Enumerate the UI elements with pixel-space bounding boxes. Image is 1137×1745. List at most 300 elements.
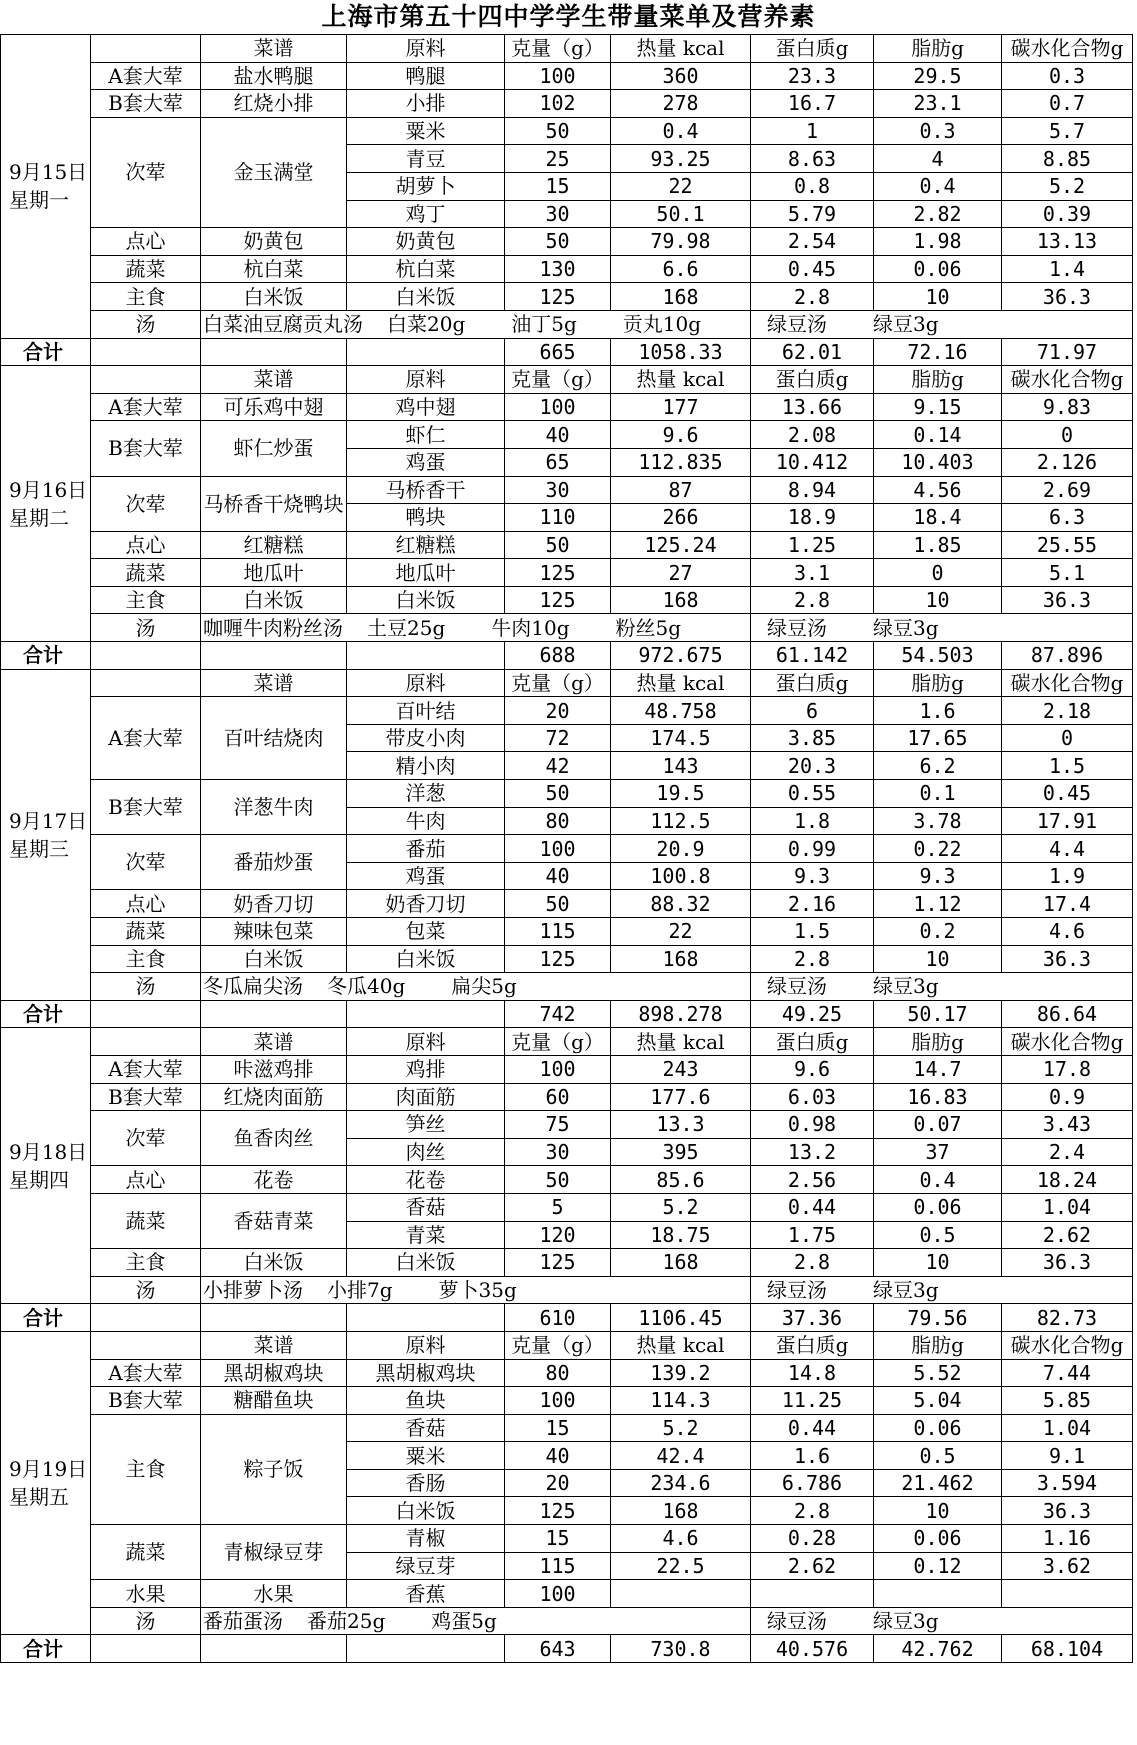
protein-cell bbox=[751, 1580, 874, 1608]
carb-cell: 7.44 bbox=[1002, 1359, 1133, 1387]
ingredient-row bbox=[1, 697, 1133, 725]
energy-cell: 0.4 bbox=[611, 117, 751, 145]
carb-cell: 36.3 bbox=[1002, 586, 1133, 614]
protein-cell: 0.44 bbox=[751, 1193, 874, 1221]
carb-cell: 5.7 bbox=[1002, 117, 1133, 145]
total-empty bbox=[347, 338, 505, 366]
total-label: 合计 bbox=[1, 1304, 91, 1332]
energy-cell: 360 bbox=[611, 62, 751, 90]
header-fat: 脂肪g bbox=[874, 1028, 1002, 1056]
ingredient-row bbox=[1, 1359, 1133, 1387]
ingredient-cell: 带皮小肉 bbox=[347, 724, 505, 752]
fat-cell: 5.04 bbox=[874, 1387, 1002, 1415]
day-date: 9月18日 bbox=[9, 1139, 88, 1164]
carb-cell: 0.9 bbox=[1002, 1083, 1133, 1111]
protein-cell: 5.79 bbox=[751, 200, 874, 228]
ingredient-cell: 香菇 bbox=[347, 1193, 505, 1221]
ingredient-row bbox=[1, 1111, 1133, 1139]
carb-cell: 36.3 bbox=[1002, 945, 1133, 973]
weight-cell: 65 bbox=[505, 448, 611, 476]
energy-cell: 27 bbox=[611, 559, 751, 587]
ingredient-cell: 马桥香干 bbox=[347, 476, 505, 504]
category-cell: B套大荤 bbox=[91, 1387, 201, 1415]
total-value: 50.17 bbox=[874, 1000, 1002, 1028]
energy-cell: 177.6 bbox=[611, 1083, 751, 1111]
ingredient-row bbox=[1, 1249, 1133, 1277]
dish-cell: 红烧肉面筋 bbox=[201, 1083, 347, 1111]
header-protein: 蛋白质g bbox=[751, 1331, 874, 1359]
weight-cell: 40 bbox=[505, 421, 611, 449]
protein-cell: 18.9 bbox=[751, 504, 874, 532]
dish-cell: 奶香刀切 bbox=[201, 890, 347, 918]
header-carb: 碳水化合物g bbox=[1002, 1028, 1133, 1056]
ingredient-cell: 虾仁 bbox=[347, 421, 505, 449]
day-date: 9月15日 bbox=[9, 160, 88, 185]
total-value: 40.576 bbox=[751, 1635, 874, 1663]
protein-cell: 13.66 bbox=[751, 393, 874, 421]
ingredient-cell: 青椒 bbox=[347, 1525, 505, 1553]
soup-detail bbox=[201, 1276, 751, 1304]
energy-cell: 88.32 bbox=[611, 890, 751, 918]
total-value: 643 bbox=[505, 1635, 611, 1663]
energy-cell: 48.758 bbox=[611, 697, 751, 725]
weight-cell: 20 bbox=[505, 697, 611, 725]
carb-cell: 1.4 bbox=[1002, 255, 1133, 283]
drink-detail bbox=[751, 973, 1133, 1001]
weight-cell: 125 bbox=[505, 1497, 611, 1525]
weight-cell: 130 bbox=[505, 255, 611, 283]
energy-cell: 168 bbox=[611, 586, 751, 614]
carb-cell: 36.3 bbox=[1002, 283, 1133, 311]
energy-cell: 18.75 bbox=[611, 1221, 751, 1249]
carb-cell: 0.39 bbox=[1002, 200, 1133, 228]
soup-ingredient: 扁尖5g bbox=[451, 974, 517, 999]
day-header-row bbox=[1, 1028, 1133, 1056]
menu-table bbox=[0, 34, 1132, 1663]
carb-cell: 9.1 bbox=[1002, 1442, 1133, 1470]
protein-cell: 2.8 bbox=[751, 945, 874, 973]
total-value: 688 bbox=[505, 642, 611, 670]
weight-cell: 100 bbox=[505, 393, 611, 421]
carb-cell: 2.69 bbox=[1002, 476, 1133, 504]
energy-cell: 139.2 bbox=[611, 1359, 751, 1387]
day-date-cell bbox=[1, 1028, 91, 1304]
ingredient-cell: 白米饭 bbox=[347, 586, 505, 614]
header-carb: 碳水化合物g bbox=[1002, 366, 1133, 394]
weight-cell: 25 bbox=[505, 145, 611, 173]
weight-cell: 100 bbox=[505, 1387, 611, 1415]
ingredient-cell: 鸡排 bbox=[347, 1055, 505, 1083]
category-cell: 蔬菜 bbox=[91, 918, 201, 946]
energy-cell: 168 bbox=[611, 945, 751, 973]
fat-cell: 0 bbox=[874, 559, 1002, 587]
protein-cell: 2.8 bbox=[751, 1249, 874, 1277]
protein-cell: 2.62 bbox=[751, 1552, 874, 1580]
carb-cell: 3.43 bbox=[1002, 1111, 1133, 1139]
drink-ingredient: 绿豆3g bbox=[873, 1278, 939, 1303]
protein-cell: 8.63 bbox=[751, 145, 874, 173]
protein-cell: 2.8 bbox=[751, 1497, 874, 1525]
header-energy: 热量 kcal bbox=[611, 366, 751, 394]
ingredient-row bbox=[1, 393, 1133, 421]
carb-cell: 3.594 bbox=[1002, 1469, 1133, 1497]
ingredient-cell: 香肠 bbox=[347, 1469, 505, 1497]
dish-cell: 咔滋鸡排 bbox=[201, 1055, 347, 1083]
energy-cell: 114.3 bbox=[611, 1387, 751, 1415]
carb-cell: 0 bbox=[1002, 421, 1133, 449]
total-value: 742 bbox=[505, 1000, 611, 1028]
soup-ingredient: 粉丝5g bbox=[615, 615, 682, 640]
ingredient-cell: 洋葱 bbox=[347, 780, 505, 808]
fat-cell: 16.83 bbox=[874, 1083, 1002, 1111]
fat-cell: 2.82 bbox=[874, 200, 1002, 228]
total-empty bbox=[201, 338, 347, 366]
dish-cell: 花卷 bbox=[201, 1166, 347, 1194]
day-date: 9月16日 bbox=[9, 477, 88, 502]
total-value: 49.25 bbox=[751, 1000, 874, 1028]
energy-cell: 22 bbox=[611, 918, 751, 946]
carb-cell: 5.2 bbox=[1002, 172, 1133, 200]
fat-cell: 3.78 bbox=[874, 807, 1002, 835]
ingredient-cell: 杭白菜 bbox=[347, 255, 505, 283]
carb-cell: 2.126 bbox=[1002, 448, 1133, 476]
energy-cell bbox=[611, 1580, 751, 1608]
dish-cell: 可乐鸡中翅 bbox=[201, 393, 347, 421]
ingredient-cell: 青豆 bbox=[347, 145, 505, 173]
ingredient-row bbox=[1, 586, 1133, 614]
ingredient-row bbox=[1, 918, 1133, 946]
protein-cell: 23.3 bbox=[751, 62, 874, 90]
drink-name: 绿豆汤 bbox=[767, 974, 827, 999]
protein-cell: 11.25 bbox=[751, 1387, 874, 1415]
ingredient-row bbox=[1, 1414, 1133, 1442]
weight-cell: 102 bbox=[505, 90, 611, 118]
soup-ingredient: 小排7g bbox=[327, 1278, 393, 1303]
ingredient-cell: 胡萝卜 bbox=[347, 172, 505, 200]
category-cell: A套大荤 bbox=[91, 697, 201, 780]
protein-cell: 1 bbox=[751, 117, 874, 145]
protein-cell: 6.786 bbox=[751, 1469, 874, 1497]
dish-cell: 红糖糕 bbox=[201, 531, 347, 559]
carb-cell: 17.91 bbox=[1002, 807, 1133, 835]
category-cell: 蔬菜 bbox=[91, 559, 201, 587]
total-value: 730.8 bbox=[611, 1635, 751, 1663]
ingredient-cell: 粟米 bbox=[347, 117, 505, 145]
protein-cell: 1.8 bbox=[751, 807, 874, 835]
ingredient-row bbox=[1, 90, 1133, 118]
fat-cell: 0.5 bbox=[874, 1221, 1002, 1249]
energy-cell: 87 bbox=[611, 476, 751, 504]
ingredient-cell: 肉面筋 bbox=[347, 1083, 505, 1111]
category-cell: B套大荤 bbox=[91, 1083, 201, 1111]
category-cell: 次荤 bbox=[91, 835, 201, 890]
ingredient-row bbox=[1, 1166, 1133, 1194]
carb-cell: 2.62 bbox=[1002, 1221, 1133, 1249]
weight-cell: 50 bbox=[505, 531, 611, 559]
ingredient-row bbox=[1, 559, 1133, 587]
ingredient-cell: 花卷 bbox=[347, 1166, 505, 1194]
total-value: 72.16 bbox=[874, 338, 1002, 366]
dish-cell: 粽子饭 bbox=[201, 1414, 347, 1524]
protein-cell: 3.1 bbox=[751, 559, 874, 587]
carb-cell: 0.45 bbox=[1002, 780, 1133, 808]
header-carb: 碳水化合物g bbox=[1002, 1331, 1133, 1359]
weight-cell: 100 bbox=[505, 835, 611, 863]
drink-detail bbox=[751, 614, 1133, 642]
carb-cell: 1.04 bbox=[1002, 1193, 1133, 1221]
fat-cell: 1.12 bbox=[874, 890, 1002, 918]
fat-cell: 37 bbox=[874, 1138, 1002, 1166]
drink-name: 绿豆汤 bbox=[767, 1609, 827, 1634]
total-row bbox=[1, 642, 1133, 670]
header-category-cell bbox=[91, 366, 201, 394]
energy-cell: 22 bbox=[611, 172, 751, 200]
ingredient-cell: 包菜 bbox=[347, 918, 505, 946]
ingredient-cell: 奶香刀切 bbox=[347, 890, 505, 918]
fat-cell: 14.7 bbox=[874, 1055, 1002, 1083]
ingredient-cell: 绿豆芽 bbox=[347, 1552, 505, 1580]
protein-cell: 0.8 bbox=[751, 172, 874, 200]
day-weekday: 星期四 bbox=[9, 1167, 69, 1192]
category-cell: 点心 bbox=[91, 228, 201, 256]
day-weekday: 星期二 bbox=[9, 505, 69, 530]
fat-cell: 6.2 bbox=[874, 752, 1002, 780]
header-weight: 克量（g） bbox=[505, 669, 611, 697]
header-protein: 蛋白质g bbox=[751, 669, 874, 697]
ingredient-cell: 红糖糕 bbox=[347, 531, 505, 559]
day-date: 9月17日 bbox=[9, 808, 88, 833]
energy-cell: 13.3 bbox=[611, 1111, 751, 1139]
weight-cell: 15 bbox=[505, 1525, 611, 1553]
category-cell: 主食 bbox=[91, 1414, 201, 1524]
carb-cell: 1.9 bbox=[1002, 862, 1133, 890]
category-cell: 蔬菜 bbox=[91, 1193, 201, 1248]
header-fat: 脂肪g bbox=[874, 669, 1002, 697]
weight-cell: 100 bbox=[505, 1580, 611, 1608]
fat-cell: 10 bbox=[874, 1497, 1002, 1525]
ingredient-cell: 牛肉 bbox=[347, 807, 505, 835]
header-category-cell bbox=[91, 669, 201, 697]
total-label: 合计 bbox=[1, 642, 91, 670]
ingredient-row bbox=[1, 835, 1133, 863]
ingredient-cell: 奶黄包 bbox=[347, 228, 505, 256]
fat-cell bbox=[874, 1580, 1002, 1608]
protein-cell: 13.2 bbox=[751, 1138, 874, 1166]
dish-cell: 番茄炒蛋 bbox=[201, 835, 347, 890]
soup-name: 白菜油豆腐贡丸汤 bbox=[203, 312, 363, 337]
total-empty bbox=[201, 642, 347, 670]
dish-cell: 杭白菜 bbox=[201, 255, 347, 283]
energy-cell: 112.835 bbox=[611, 448, 751, 476]
carb-cell: 4.6 bbox=[1002, 918, 1133, 946]
fat-cell: 0.06 bbox=[874, 1525, 1002, 1553]
category-cell: 主食 bbox=[91, 586, 201, 614]
soup-detail bbox=[201, 1607, 751, 1635]
energy-cell: 9.6 bbox=[611, 421, 751, 449]
weight-cell: 40 bbox=[505, 1442, 611, 1470]
ingredient-row bbox=[1, 476, 1133, 504]
soup-name: 冬瓜扁尖汤 bbox=[203, 974, 303, 999]
energy-cell: 266 bbox=[611, 504, 751, 532]
dish-cell: 辣味包菜 bbox=[201, 918, 347, 946]
fat-cell: 29.5 bbox=[874, 62, 1002, 90]
soup-row bbox=[1, 973, 1133, 1001]
dish-cell: 水果 bbox=[201, 1580, 347, 1608]
protein-cell: 2.54 bbox=[751, 228, 874, 256]
ingredient-cell: 白米饭 bbox=[347, 283, 505, 311]
ingredient-row bbox=[1, 1083, 1133, 1111]
protein-cell: 6 bbox=[751, 697, 874, 725]
energy-cell: 278 bbox=[611, 90, 751, 118]
ingredient-row bbox=[1, 1193, 1133, 1221]
fat-cell: 10 bbox=[874, 945, 1002, 973]
drink-name: 绿豆汤 bbox=[767, 1278, 827, 1303]
ingredient-cell: 香蕉 bbox=[347, 1580, 505, 1608]
fat-cell: 1.98 bbox=[874, 228, 1002, 256]
ingredient-row bbox=[1, 945, 1133, 973]
soup-name: 小排萝卜汤 bbox=[203, 1278, 303, 1303]
ingredient-cell: 青菜 bbox=[347, 1221, 505, 1249]
protein-cell: 9.6 bbox=[751, 1055, 874, 1083]
carb-cell: 2.18 bbox=[1002, 697, 1133, 725]
dish-cell: 青椒绿豆芽 bbox=[201, 1525, 347, 1580]
soup-label: 汤 bbox=[91, 1276, 201, 1304]
total-value: 82.73 bbox=[1002, 1304, 1133, 1332]
total-empty bbox=[91, 1635, 201, 1663]
dish-cell: 盐水鸭腿 bbox=[201, 62, 347, 90]
weight-cell: 125 bbox=[505, 283, 611, 311]
ingredient-cell: 番茄 bbox=[347, 835, 505, 863]
header-fat: 脂肪g bbox=[874, 366, 1002, 394]
carb-cell: 3.62 bbox=[1002, 1552, 1133, 1580]
fat-cell: 0.06 bbox=[874, 255, 1002, 283]
total-value: 71.97 bbox=[1002, 338, 1133, 366]
protein-cell: 1.6 bbox=[751, 1442, 874, 1470]
fat-cell: 10.403 bbox=[874, 448, 1002, 476]
ingredient-cell: 鸭腿 bbox=[347, 62, 505, 90]
weight-cell: 115 bbox=[505, 918, 611, 946]
total-empty bbox=[201, 1304, 347, 1332]
category-cell: 主食 bbox=[91, 283, 201, 311]
fat-cell: 0.1 bbox=[874, 780, 1002, 808]
soup-ingredient: 贡丸10g bbox=[622, 312, 702, 337]
total-empty bbox=[347, 1635, 505, 1663]
total-label: 合计 bbox=[1, 1000, 91, 1028]
soup-ingredient: 牛肉10g bbox=[491, 615, 570, 640]
carb-cell: 9.83 bbox=[1002, 393, 1133, 421]
ingredient-cell: 白米饭 bbox=[347, 1497, 505, 1525]
soup-label: 汤 bbox=[91, 310, 201, 338]
total-value: 610 bbox=[505, 1304, 611, 1332]
header-protein: 蛋白质g bbox=[751, 35, 874, 63]
weight-cell: 50 bbox=[505, 890, 611, 918]
weight-cell: 125 bbox=[505, 586, 611, 614]
weight-cell: 100 bbox=[505, 1055, 611, 1083]
drink-name: 绿豆汤 bbox=[767, 312, 827, 337]
category-cell: 点心 bbox=[91, 531, 201, 559]
soup-label: 汤 bbox=[91, 1607, 201, 1635]
day-header-row bbox=[1, 366, 1133, 394]
day-weekday: 星期一 bbox=[9, 188, 69, 213]
total-value: 86.64 bbox=[1002, 1000, 1133, 1028]
header-ingredient: 原料 bbox=[347, 669, 505, 697]
ingredient-cell: 精小肉 bbox=[347, 752, 505, 780]
fat-cell: 0.06 bbox=[874, 1193, 1002, 1221]
fat-cell: 17.65 bbox=[874, 724, 1002, 752]
carb-cell: 1.5 bbox=[1002, 752, 1133, 780]
protein-cell: 2.8 bbox=[751, 283, 874, 311]
protein-cell: 14.8 bbox=[751, 1359, 874, 1387]
ingredient-row bbox=[1, 1387, 1133, 1415]
total-value: 1106.45 bbox=[611, 1304, 751, 1332]
ingredient-cell: 鸡丁 bbox=[347, 200, 505, 228]
ingredient-cell: 地瓜叶 bbox=[347, 559, 505, 587]
ingredient-cell: 鸭块 bbox=[347, 504, 505, 532]
total-empty bbox=[91, 1304, 201, 1332]
header-weight: 克量（g） bbox=[505, 1028, 611, 1056]
ingredient-cell: 百叶结 bbox=[347, 697, 505, 725]
weight-cell: 100 bbox=[505, 62, 611, 90]
energy-cell: 168 bbox=[611, 1497, 751, 1525]
fat-cell: 10 bbox=[874, 283, 1002, 311]
carb-cell: 1.16 bbox=[1002, 1525, 1133, 1553]
energy-cell: 93.25 bbox=[611, 145, 751, 173]
carb-cell: 25.55 bbox=[1002, 531, 1133, 559]
header-dish: 菜谱 bbox=[201, 1331, 347, 1359]
total-value: 42.762 bbox=[874, 1635, 1002, 1663]
category-cell: A套大荤 bbox=[91, 1055, 201, 1083]
energy-cell: 19.5 bbox=[611, 780, 751, 808]
ingredient-row bbox=[1, 283, 1133, 311]
header-category-cell bbox=[91, 1331, 201, 1359]
category-cell: 主食 bbox=[91, 945, 201, 973]
total-label: 合计 bbox=[1, 1635, 91, 1663]
category-cell: 蔬菜 bbox=[91, 255, 201, 283]
carb-cell: 0.3 bbox=[1002, 62, 1133, 90]
fat-cell: 1.6 bbox=[874, 697, 1002, 725]
fat-cell: 23.1 bbox=[874, 90, 1002, 118]
soup-name: 番茄蛋汤 bbox=[203, 1609, 283, 1634]
energy-cell: 85.6 bbox=[611, 1166, 751, 1194]
header-weight: 克量（g） bbox=[505, 35, 611, 63]
header-energy: 热量 kcal bbox=[611, 669, 751, 697]
protein-cell: 1.25 bbox=[751, 531, 874, 559]
ingredient-row bbox=[1, 1055, 1133, 1083]
soup-ingredient: 白菜20g bbox=[387, 312, 466, 337]
category-cell: 次荤 bbox=[91, 476, 201, 531]
ingredient-cell: 小排 bbox=[347, 90, 505, 118]
day-header-row bbox=[1, 35, 1133, 63]
energy-cell: 22.5 bbox=[611, 1552, 751, 1580]
total-empty bbox=[91, 338, 201, 366]
weight-cell: 80 bbox=[505, 807, 611, 835]
ingredient-row bbox=[1, 228, 1133, 256]
weight-cell: 120 bbox=[505, 1221, 611, 1249]
carb-cell: 17.8 bbox=[1002, 1055, 1133, 1083]
protein-cell: 0.45 bbox=[751, 255, 874, 283]
category-cell: 次荤 bbox=[91, 117, 201, 227]
protein-cell: 3.85 bbox=[751, 724, 874, 752]
energy-cell: 5.2 bbox=[611, 1193, 751, 1221]
protein-cell: 1.5 bbox=[751, 918, 874, 946]
fat-cell: 1.85 bbox=[874, 531, 1002, 559]
header-weight: 克量（g） bbox=[505, 1331, 611, 1359]
day-date-cell bbox=[1, 35, 91, 339]
soup-detail bbox=[201, 614, 751, 642]
category-cell: A套大荤 bbox=[91, 393, 201, 421]
fat-cell: 0.4 bbox=[874, 172, 1002, 200]
dish-cell: 糖醋鱼块 bbox=[201, 1387, 347, 1415]
